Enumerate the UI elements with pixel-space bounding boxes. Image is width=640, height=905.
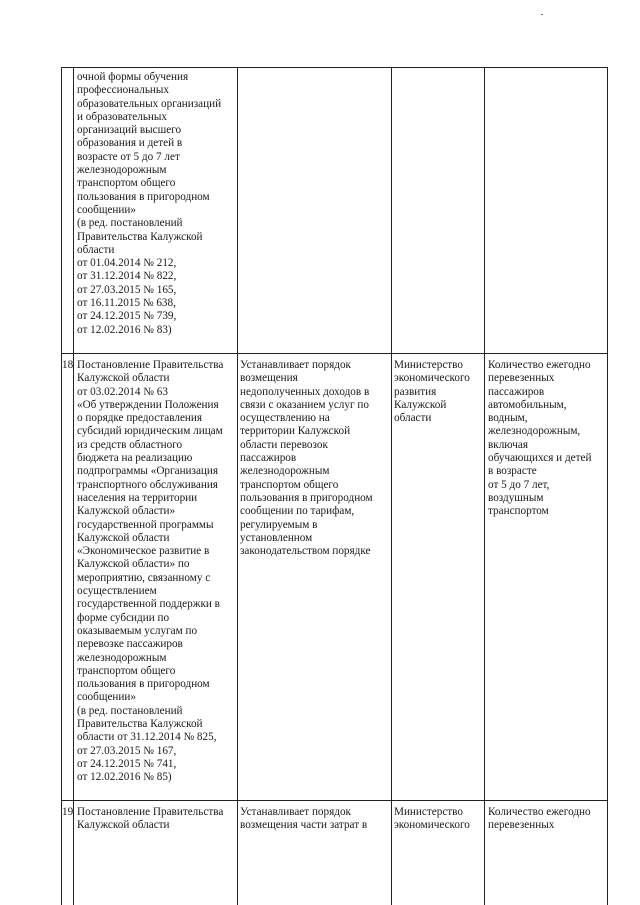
row-18-document-text: Постановление Правительства Калужской области от 03.02.2014 № 63 «Об утверждении Положения о порядке предоставления субсидий юридическим лицам из средств областного бюджета на реализацию подпрограммы «Организация транспортного обслуживания населения на территории Калужской области» государственной программы Калужской области «Экономическое развитие в Калужской области» по мероприятию, связанному с осуществлением государственной поддержки в форме субсидии по оказываемым услугам по перевозке пассажиров железнодорожным транспортом общего пользования в пригородном сообщении» (в ред. постановлений Правительства Калужской области от 31.12.2014 № 825, от 27.03.2015 № 167, от 24.12.2015 № 741, от 12.02.2016 № 85) xyxy=(77,359,224,784)
row-divider-18 xyxy=(61,353,608,354)
scan-speck xyxy=(541,14,543,15)
col-divider-3 xyxy=(391,67,392,905)
table-border-top xyxy=(61,67,608,68)
row-19-number: 19 xyxy=(62,806,74,818)
row-19-purpose-text: Устанавливает порядок возмещения части затрат в xyxy=(240,806,368,832)
row-18-indicator-text: Количество ежегодно перевезенных пассажиров автомобильным, водным, железнодорожным, включая обучающихся и детей в возрасте от 5 до 7 лет, воздушным транспортом xyxy=(488,359,592,518)
cont-row-document-text: очной формы обучения профессиональных образовательных организаций и образовательных организаций высшего образования и детей в возрасте от 5 до 7 лет железнодорожным транспортом общего пользования в пригородном сообщении» (в ред. постановлений Правительства Калужской области от 01.04.2014 № 212, от 31.12.2014 № 822, от 27.03.2015 № 165, от 16.11.2015 № 638, от 24.12.2015 № 739, от 12.02.2016 № 83) xyxy=(77,71,222,336)
row-18-purpose-text: Устанавливает порядок возмещения недополученных доходов в связи с оказанием услуг по осуществлению на территории Калужской области перевозок пассажиров железнодорожным транспортом общего пользования в пригородном сообщении по тарифам, регулируемым в установленном законодательством порядке xyxy=(240,359,373,558)
table-border-left xyxy=(61,67,62,905)
row-19-indicator-text: Количество ежегодно перевезенных xyxy=(488,806,591,832)
regulation-table xyxy=(61,67,608,905)
row-divider-19 xyxy=(61,800,608,801)
row-18-number: 18 xyxy=(62,359,74,371)
table-border-right xyxy=(607,67,608,905)
row-19-document-text: Постановление Правительства Калужской области xyxy=(77,806,224,832)
col-divider-4 xyxy=(484,67,485,905)
row-18-ministry-text: Министерство экономического развития Калужской области xyxy=(394,359,470,425)
col-divider-2 xyxy=(237,67,238,905)
col-divider-1 xyxy=(73,67,74,905)
row-19-ministry-text: Министерство экономического xyxy=(394,806,470,832)
